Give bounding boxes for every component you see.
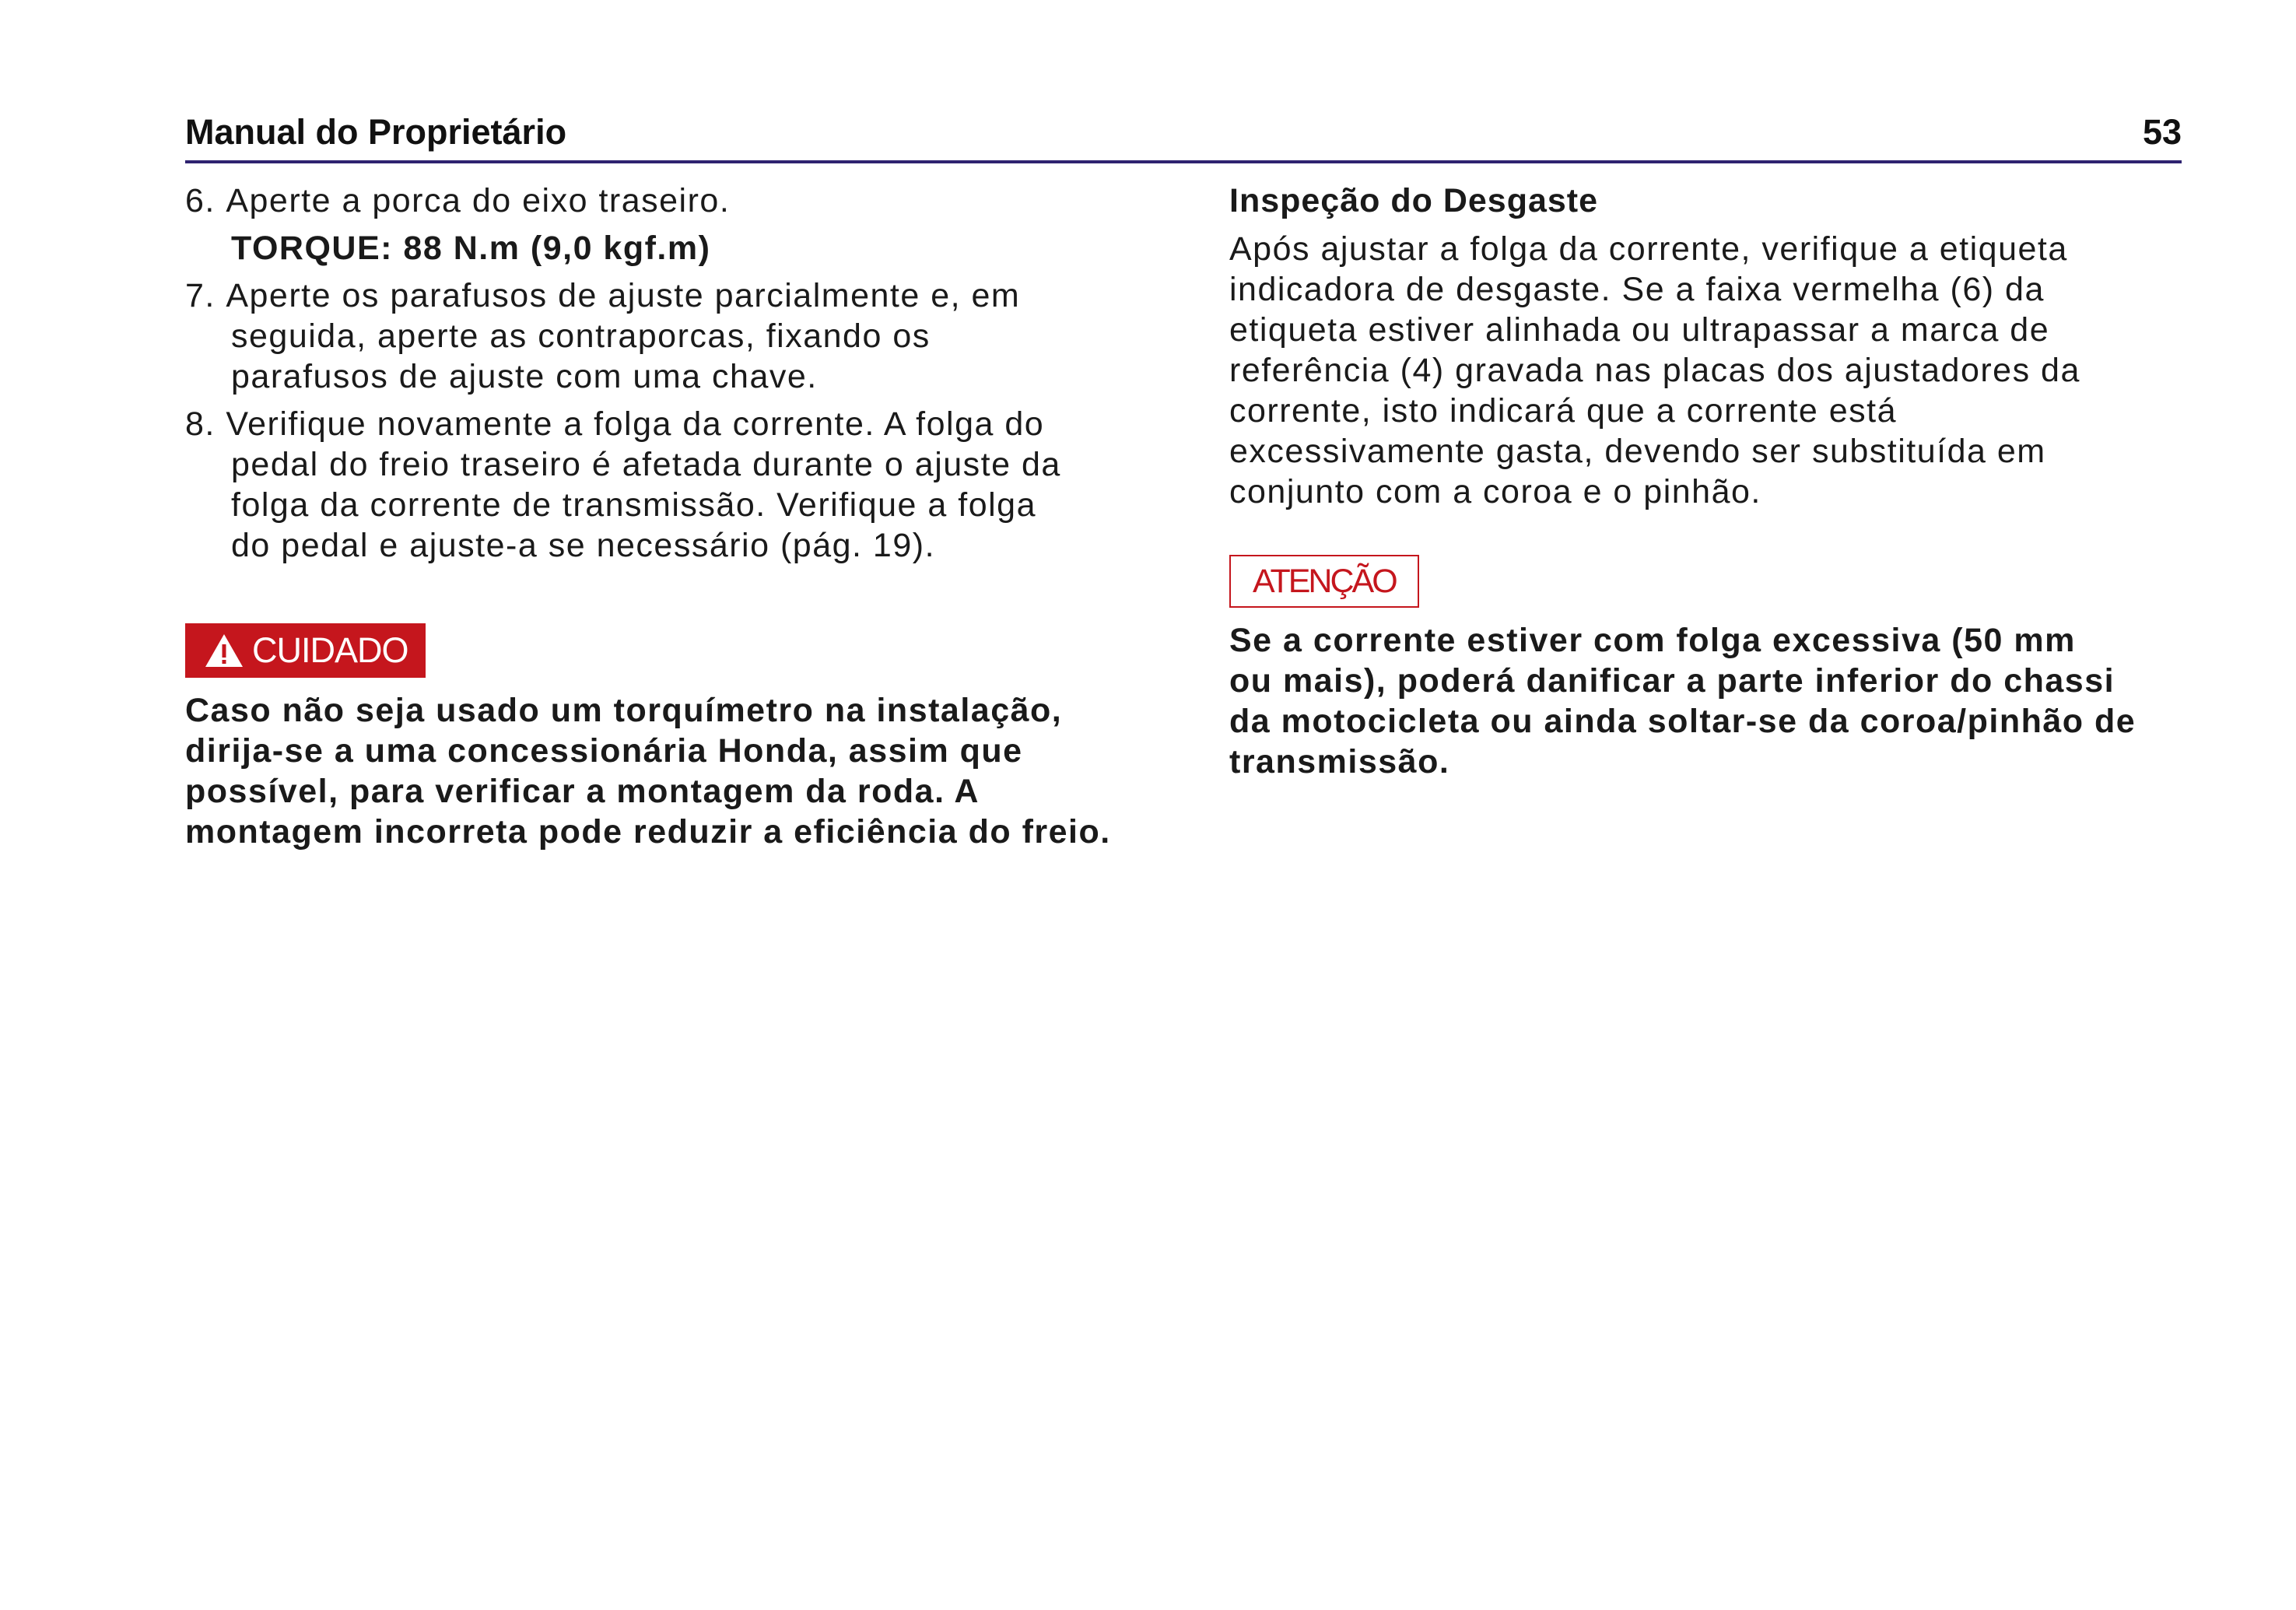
step-8-text: folga da corrente de transmissão. Verifique a folga xyxy=(231,486,1037,524)
cuidado-text xyxy=(185,690,1154,852)
step-8-number: 8. xyxy=(185,405,216,443)
cuidado-text-line: montagem incorreta pode reduzir a eficiência do freio. xyxy=(185,813,1111,851)
step-6 xyxy=(185,181,1154,268)
page-number: 53 xyxy=(2142,112,2182,152)
step-7 xyxy=(185,275,1154,397)
atencao-text xyxy=(1229,620,2190,782)
step-6-number: 6. xyxy=(185,182,216,219)
cuidado-label: CUIDADO xyxy=(252,630,408,670)
paragraph-line: referência (4) gravada nas placas dos ajustadores da xyxy=(1229,352,2080,389)
section-title: Inspeção do Desgaste xyxy=(1229,182,1599,219)
step-7-text: Aperte os parafusos de ajuste parcialmente e, em xyxy=(226,277,1021,314)
step-8-text: Verifique novamente a folga da corrente. A folga do xyxy=(226,405,1045,443)
wear-inspection-paragraph xyxy=(1229,229,2190,512)
manual-title: Manual do Proprietário xyxy=(185,112,567,152)
torque-spec: TORQUE: 88 N.m (9,0 kgf.m) xyxy=(231,230,711,267)
paragraph-line: indicadora de desgaste. Se a faixa vermelha (6) da xyxy=(1229,271,2045,308)
step-7-number: 7. xyxy=(185,277,216,314)
atencao-text-line: Se a corrente estiver com folga excessiva (50 mm xyxy=(1229,622,2076,659)
cuidado-badge xyxy=(185,623,426,678)
step-6-line xyxy=(185,181,1154,221)
paragraph-line: corrente, isto indicará que a corrente está xyxy=(1229,392,1898,430)
paragraph-line: conjunto com a coroa e o pinhão. xyxy=(1229,473,1761,510)
warning-triangle-icon xyxy=(204,633,244,668)
step-8-line xyxy=(185,404,1154,444)
step-6-text: Aperte a porca do eixo traseiro. xyxy=(226,182,731,219)
step-8-text: do pedal e ajuste-a se necessário (pág. 19). xyxy=(231,527,936,564)
paragraph-line: excessivamente gasta, devendo ser substituída em xyxy=(1229,433,2046,470)
right-column xyxy=(1229,181,2190,782)
atencao-badge xyxy=(1229,555,1419,608)
step-7-text: seguida, aperte as contraporcas, fixando os xyxy=(231,317,931,355)
paragraph-line: Após ajustar a folga da corrente, verifique a etiqueta xyxy=(1229,230,2068,268)
step-8 xyxy=(185,404,1154,566)
step-7-text: parafusos de ajuste com uma chave. xyxy=(231,358,818,395)
step-8-text: pedal do freio traseiro é afetada durante o ajuste da xyxy=(231,446,1061,483)
page-header xyxy=(185,109,2182,163)
atencao-text-line: da motocicleta ou ainda soltar-se da coroa/pinhão de xyxy=(1229,703,2137,740)
cuidado-text-line: dirija-se a uma concessionária Honda, assim que xyxy=(185,732,1023,770)
left-column xyxy=(185,181,1154,852)
cuidado-text-line: Caso não seja usado um torquímetro na instalação, xyxy=(185,692,1063,729)
paragraph-line: etiqueta estiver alinhada ou ultrapassar a marca de xyxy=(1229,311,2050,349)
atencao-text-line: ou mais), poderá danificar a parte inferior do chassi xyxy=(1229,662,2115,700)
cuidado-text-line: possível, para verificar a montagem da roda. A xyxy=(185,773,980,810)
atencao-label: ATENÇÃO xyxy=(1253,563,1396,600)
step-7-line xyxy=(185,275,1154,316)
atencao-text-line: transmissão. xyxy=(1229,743,1450,780)
